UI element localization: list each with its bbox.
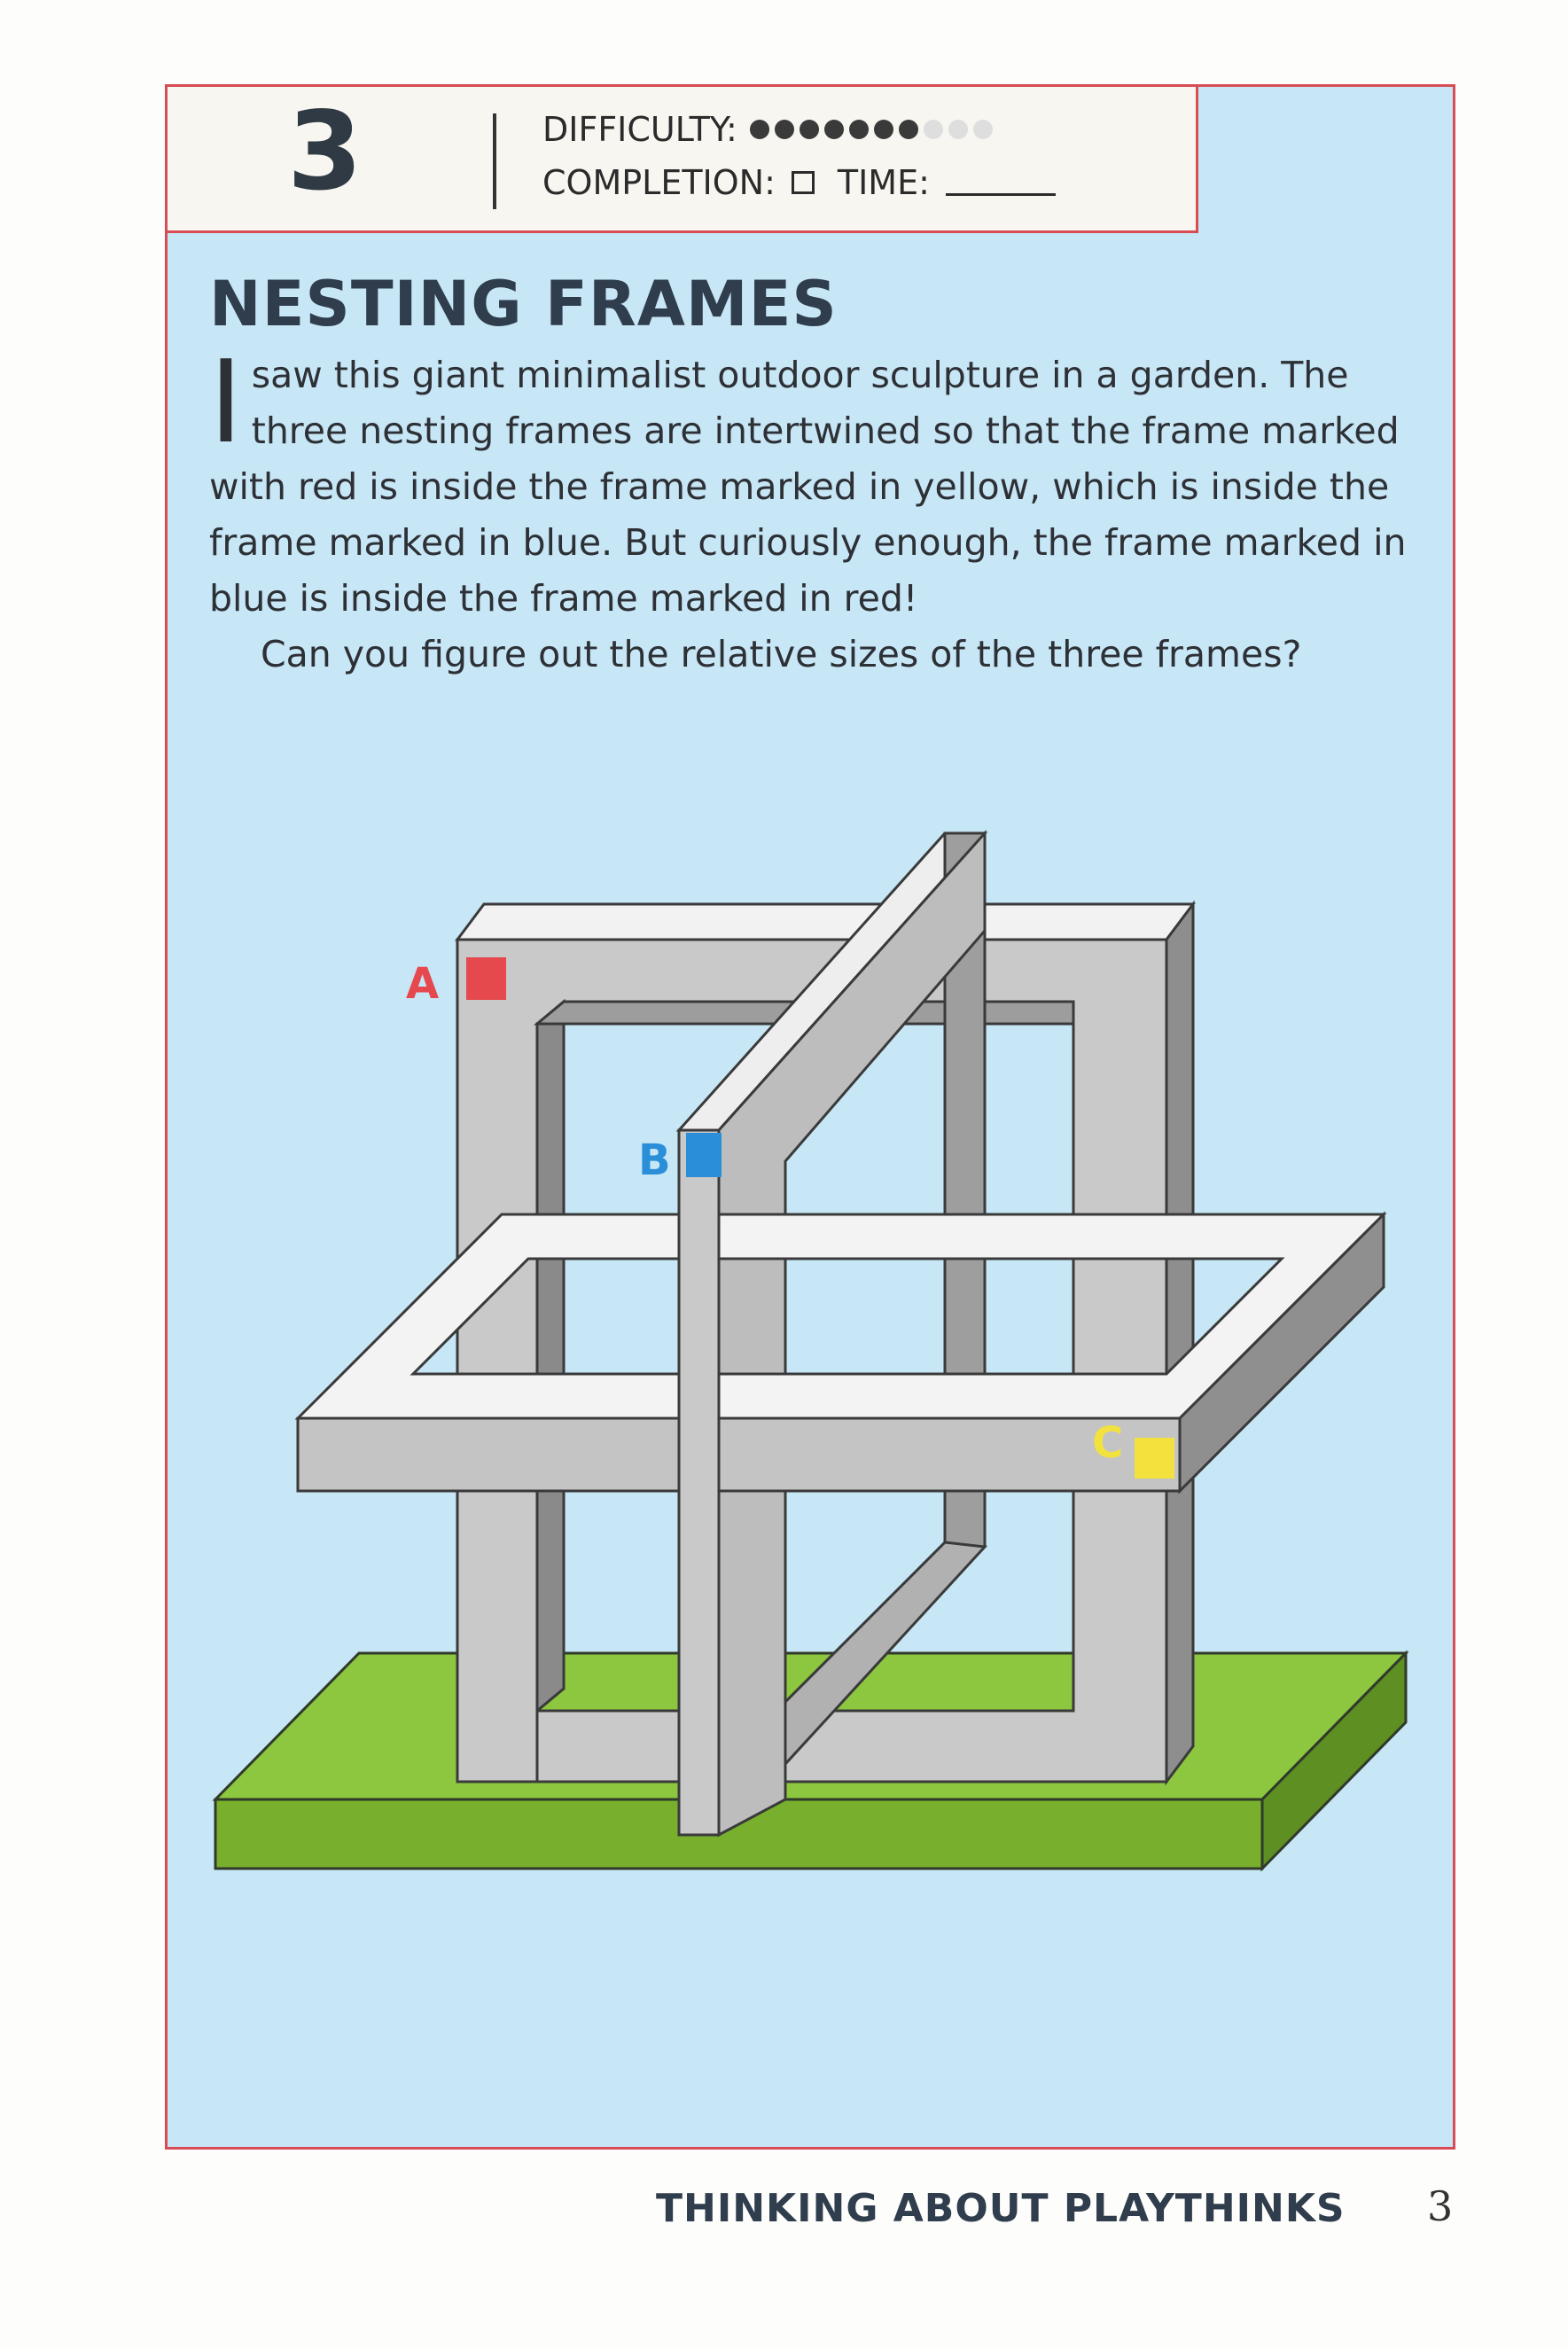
completion-checkbox[interactable] bbox=[792, 171, 815, 194]
difficulty-dot-filled bbox=[800, 120, 819, 139]
page-number: 3 bbox=[1427, 2182, 1454, 2230]
difficulty-dot-filled bbox=[849, 120, 869, 139]
frame-a-lower-front bbox=[457, 1491, 537, 1782]
difficulty-dot-filled bbox=[824, 120, 844, 139]
label-b-letter: B bbox=[638, 1135, 671, 1185]
puzzle-description bbox=[209, 337, 1415, 683]
difficulty-label: DIFFICULTY: bbox=[542, 110, 737, 149]
puzzle-number: 3 bbox=[287, 89, 363, 215]
frame-b-front-post bbox=[679, 1130, 719, 1835]
question-paragraph: Can you figure out the relative sizes of the three frames? bbox=[261, 633, 1302, 675]
difficulty-dot-filled bbox=[750, 120, 769, 139]
intro-paragraph-text: saw this giant minimalist outdoor sculpture in a garden. The three nesting frames are intertwined so that the frame marked with red is inside the frame marked in yellow, which is inside the frame marked in blue. But curiously enough, the frame marked in blue is inside the frame marked in red! bbox=[209, 354, 1407, 620]
nesting-frames-illustration bbox=[165, 798, 1455, 1968]
label-c-letter: C bbox=[1092, 1418, 1124, 1468]
header-divider bbox=[493, 113, 496, 209]
difficulty-dot-empty bbox=[924, 120, 943, 139]
difficulty-dot-empty bbox=[948, 120, 968, 139]
difficulty-dots bbox=[750, 120, 993, 139]
difficulty-dot-filled bbox=[899, 120, 918, 139]
footer-book-title: THINKING ABOUT PLAYTHINKS bbox=[656, 2186, 1346, 2231]
difficulty-dot-filled bbox=[775, 120, 794, 139]
completion-row bbox=[542, 163, 1056, 202]
dropcap-letter: I bbox=[209, 337, 243, 469]
puzzle-title: NESTING FRAMES bbox=[209, 268, 838, 340]
difficulty-row bbox=[542, 110, 993, 149]
difficulty-dot-empty bbox=[973, 120, 993, 139]
label-a-swatch bbox=[466, 957, 506, 1000]
time-label: TIME: bbox=[837, 163, 930, 202]
label-b-swatch bbox=[686, 1133, 722, 1177]
intro-paragraph bbox=[209, 337, 1415, 627]
time-entry-line[interactable] bbox=[946, 170, 1056, 196]
label-a-letter: A bbox=[406, 959, 440, 1009]
difficulty-dot-filled bbox=[874, 120, 893, 139]
completion-label: COMPLETION: bbox=[542, 163, 776, 202]
label-c-swatch bbox=[1135, 1438, 1174, 1479]
